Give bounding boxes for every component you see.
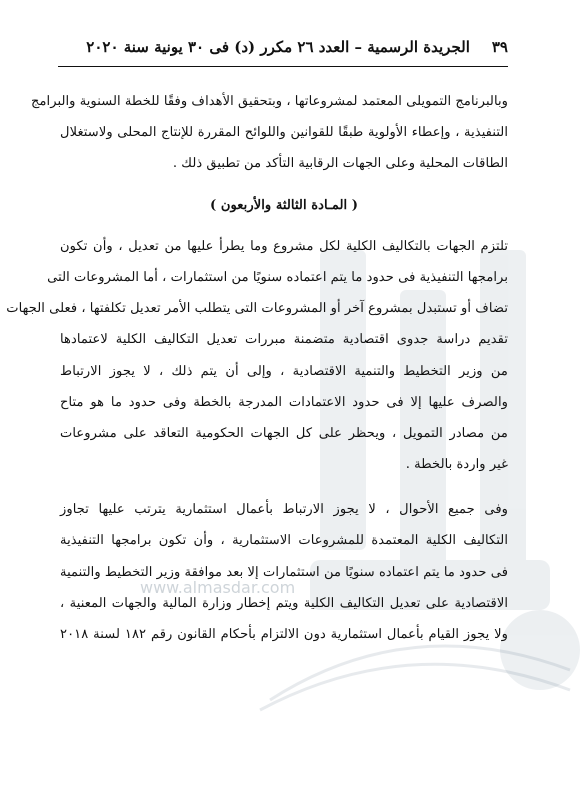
text-line: من وزير التخطيط والتنمية الاقتصادية ، وإلى أن يتم ذلك ، لا يجوز الارتباط [60,363,508,379]
watermark-url: www.almasdar.com [140,578,296,597]
text-line: ولا يجوز القيام بأعمال استثمارية دون الالتزام بأحكام القانون رقم ١٨٢ لسنة ٢٠١٨ [60,627,508,642]
text-line: التكاليف الكلية المعتمدة للمشروعات الاستثمارية ، وأن تكون برامجها التنفيذية [60,533,508,549]
text-line: تلتزم الجهات بالتكاليف الكلية لكل مشروع وما يطرأ عليها من تعديل ، وأن تكون [60,238,508,254]
text-line: تقديم دراسة جدوى اقتصادية متضمنة مبررات تعديل التكاليف الكلية لاعتمادها [60,332,508,348]
document-body [6,86,508,650]
text-line: برامجها التنفيذية فى حدود ما يتم اعتماده سنويًا من استثمارات ، أما المشروعات التى [47,269,508,285]
gazette-title: الجريدة الرسمية – العدد ٢٦ مكرر (د) فى ٣٠ يونية سنة ٢٠٢٠ [86,38,470,56]
text-line: فى حدود ما يتم اعتماده سنويًا من استثمارات إلا بعد موافقة وزير التخطيط والتنمية [60,564,508,580]
text-line: وفى جميع الأحوال ، لا يجوز الارتباط بأعمال استثمارية يترتب عليها تجاوز [60,502,508,518]
page-number: ٣٩ [491,38,508,56]
text-line: غير واردة بالخطة . [405,457,508,473]
text-line: التنفيذية ، وإعطاء الأولوية طبقًا للقوانين واللوائح المقررة للإنتاج المحلى ولاستغلال [60,125,508,141]
text-line: والصرف عليها إلا فى حدود الاعتمادات المدرجة بالخطة وفى حدود ما هو متاح [60,394,508,410]
text-line: الطاقات المحلية وعلى الجهات الرقابية التأكد من تطبيق ذلك . [172,156,508,172]
text-line: وبالبرنامج التمويلى المعتمد لمشروعاتها ، وبتحقيق الأهداف وفقًا للخطة السنوية والبرامج [30,94,508,109]
header-divider [58,66,508,67]
page-header [58,32,508,62]
text-line: الاقتصادية على تعديل التكاليف الكلية ويتم إخطار وزارة المالية والجهات المعنية ، [60,595,508,611]
text-line: من مصادر التمويل ، ويحظر على كل الجهات الحكومية التعاقد على مشروعات [60,425,508,441]
article-heading: ( المـادة الثالثة والأربعون ) [209,197,358,213]
text-line: تضاف أو تستبدل بمشروع آخر أو المشروعات التى يتطلب الأمر تعديل تكلفتها ، فعلى الجهات [6,301,508,317]
